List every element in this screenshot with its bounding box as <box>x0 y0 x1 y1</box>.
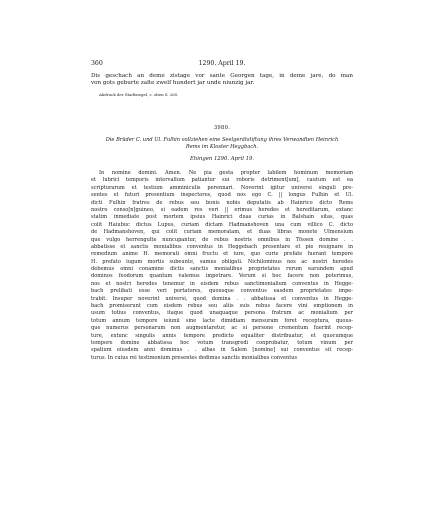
body-line: remedium anime H. memorati omni fructu et iure, quo curie prefate fuerant tempore <box>91 251 353 258</box>
previous-document-ending <box>91 73 353 87</box>
body-line: nostro conso[n]guineo, si eadem res veri || erimus heredes et hereditarum, extanc <box>91 206 353 213</box>
body-line: de Hadmanshoven, qui colit curiam memoratam, et duas libras monete Ulmensium <box>91 229 353 236</box>
body-line: totum annum tempore ieiunii sine lacte dimidiam mensuram foret receptura, quous- <box>91 317 353 324</box>
body-line: statim inmediate post mortem ipsius Hainrici duas curias in Balshain sitas, quas <box>91 214 353 221</box>
body-line: et lubrici temporis intervallum patiantur sui roboris detriment[um], cautum est ea <box>91 177 353 184</box>
summary-line: Rems im Kloster Heggbach. <box>185 143 259 150</box>
body-line: bach promiserunt cum eisdem rebus seu aliis suis rebus facere vini emptionem in <box>91 303 353 310</box>
document-body <box>91 170 353 362</box>
body-line: debemus omni conamine dictis sanctis monialibus proprietates rerum earundem apud <box>91 266 353 273</box>
body-line: dominos feodorum quantum valemus impetrare. Verum si hoc facere non poterimus, <box>91 273 353 280</box>
body-line: bach prelibati esse veri portatores, quousque conventus easdem proprietates impe- <box>91 288 353 295</box>
body-line: sentes et futuri presentium inspectores, quod nos ego C. || longus Fulhin et Ul. <box>91 192 353 199</box>
text-line: Dis geschach an deme zistage vor sante Georgen tage, in deme jare, do man <box>91 73 353 79</box>
dateline: Ehingen 1290. April 19. <box>189 156 255 162</box>
running-title: 1290. April 19. <box>198 60 246 67</box>
page-number: 360 <box>91 60 103 67</box>
body-line: dicti Fulhin fratres de rebus seu bonis nobis deputatis ab Hainrico dicto Rems <box>91 199 353 206</box>
body-line: In nomine domini. Amen. Ne pia gesta propter labilem hominum memoriam <box>99 170 353 176</box>
body-line: ture, extunc singulis annis tempore predicto equaliter distribuatur, et quocumque <box>91 332 353 339</box>
document-number: 3980. <box>213 125 231 131</box>
footnote: Abdruck der Stadtsiegel, s. oben S. 265. <box>99 92 179 97</box>
body-line: H. prefato iugum mortis subeunte, sumus obligati. Nichilominus nos ac nostri heredes <box>91 258 353 265</box>
body-line: que numerus personarum non augmentaretur, ac si persone crementum fuerint recep- <box>91 325 353 332</box>
body-line: spatium eiusdem anni dominus . . albas in Salem [nomine] sui conventus sit recep- <box>91 347 353 354</box>
body-line: trabit. Insuper noverint universi, quod domina . . abbatissa et conventus in Hegge- <box>91 295 353 302</box>
page-header <box>91 60 353 72</box>
body-line: tempore domine abbatissa hoc votum transgredi conprobatur, totum vinum per <box>91 339 353 346</box>
summary-line: Die Brüder C. und Ul. Fulhin vollziehen eine Seelgerätstiftung ihres Verwandten Heinrich <box>105 137 339 143</box>
body-line: scripturarum et testium amminiculis perennari. Noverint igitur universi singuli pre- <box>91 184 353 191</box>
body-line: usum totius conventus, itaque quod unaquaque persona fratrum ac monialium per <box>91 310 353 317</box>
body-line: turus. In cuius rei testimonium presentes dedimus sanctis monialibus conventus <box>91 354 298 361</box>
body-line: que vulgo herrengulte nuncupantur, de rebus nostris omnibus in Tössen domine . . <box>91 236 353 243</box>
body-line: abbatisse et sanctis monialibus conventus in Heggebach presentare et pie resignare in <box>91 243 353 250</box>
document-summary <box>91 137 353 150</box>
body-line: colit Haiubuc dictus Lupus, curiam dictam Hadmanshoven una cum villico C. dicto <box>91 221 353 228</box>
body-line: nos et nostri heredes tenemur in eisdem rebus sanctimonialium conventus in Hegge- <box>91 280 353 287</box>
text-line: von gots geburte zalte zwelf hundert jar unde niunzig jar. <box>91 80 255 87</box>
